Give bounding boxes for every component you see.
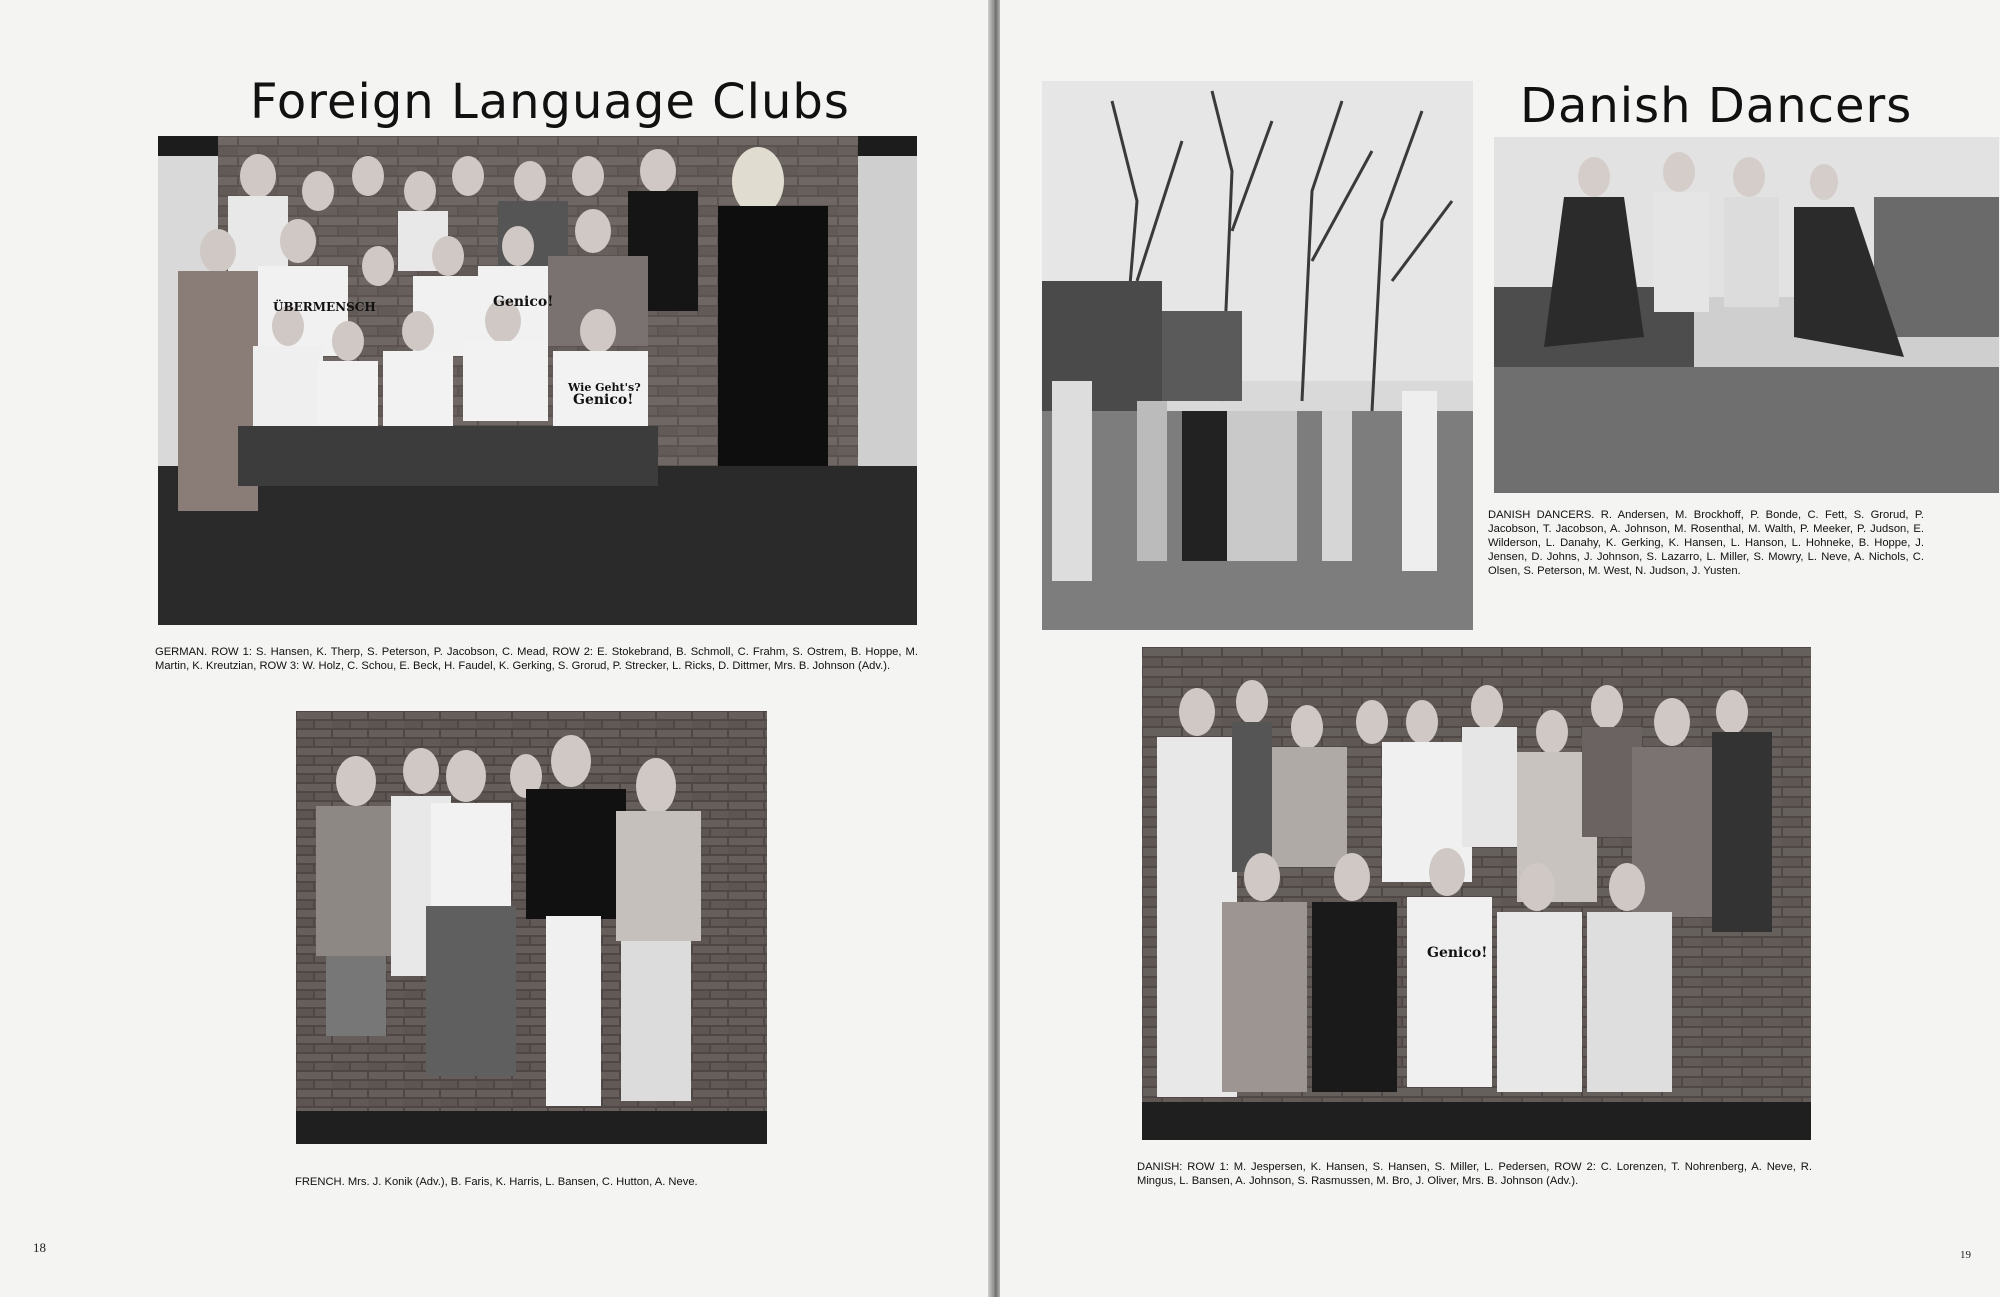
genico-shirt-text-2: Genico! [573,392,634,408]
genico-shirt-text: Genico! [493,294,554,310]
french-club-photo [296,711,767,1144]
page-number-left: 18 [33,1240,46,1255]
danish-caption: DANISH: ROW 1: M. Jespersen, K. Hansen, S. Hansen, S. Miller, L. Pedersen, ROW 2: C. Lorenzen, T. Nohrenberg, A. Neve, R. Mingus, L. Bansen, A. Johnson, S. Rasmussen, M. Bro, J. Oliver, Mrs. B. Johnson (Adv.). [1137,1161,1812,1187]
page-title-left: Foreign Language Clubs [250,74,850,130]
page-title-right: Danish Dancers [1520,78,1913,134]
danish-dancers-action-photo [1494,137,1999,493]
german-caption: GERMAN. ROW 1: S. Hansen, K. Therp, S. Peterson, P. Jacobson, C. Mead, ROW 2: E. Stokebrand, B. Schmoll, C. Frahm, S. Ostrem, B. Hoppe, M. Martin, K. Kreutzian, ROW 3: W. Holz, C. Schou, E. Beck, H. Faudel, K. Gerking, S. Grorud, P. Strecker, L. Ricks, D. Dittmer, Mrs. B. Johnson (Adv.). [155,646,918,672]
danish-club-photo [1142,647,1811,1140]
right-page [1000,0,2000,1297]
gehts-shirt-text: Wie Geht's? [568,381,641,394]
left-page [0,0,992,1297]
page-number-right: 19 [1960,1249,1971,1261]
french-caption: FRENCH. Mrs. J. Konik (Adv.), B. Faris, K. Harris, L. Bansen, C. Hutton, A. Neve. [295,1176,698,1188]
ubermensch-shirt-text: ÜBERMENSCH [273,300,376,314]
danish-dancers-outdoor-photo [1042,81,1473,630]
danish-dancers-caption: DANISH DANCERS. R. Andersen, M. Brockhoff, P. Bonde, C. Fett, S. Grorud, P. Jacobson, T. Jacobson, A. Johnson, M. Rosenthal, M. Walth, P. Meeker, P. Judson, E. Wilderson, L. Danahy, K. Gerking, K. Hansen, L. Hanson, L. Hohneke, B. Hoppe, J. Jensen, D. Johns, J. Johnson, S. Lazarro, L. Miller, S. Mowry, L. Neve, A. Nichols, C. Olsen, S. Peterson, M. West, N. Judson, J. Yusten. [1488,509,1924,577]
genico-shirt-text-3: Genico! [1427,945,1488,961]
german-club-photo [158,136,917,625]
